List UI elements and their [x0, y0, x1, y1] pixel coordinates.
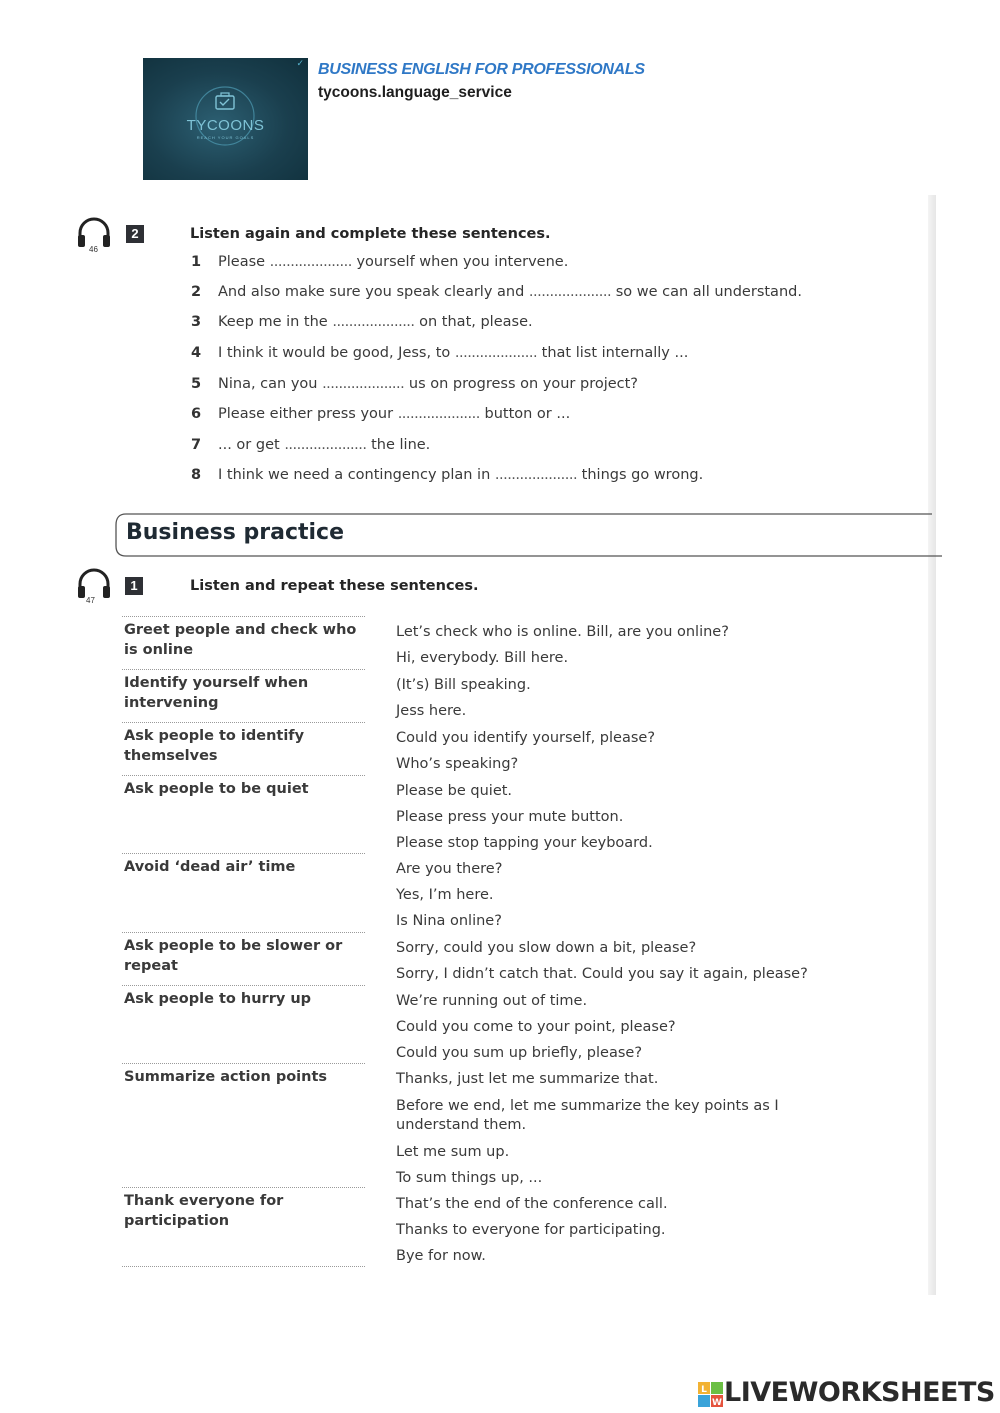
row-divider: [122, 669, 365, 670]
answer-gap[interactable]: ....................: [494, 467, 578, 483]
sentence-text-after: that list internally ...: [537, 345, 689, 361]
sentence-number: 3: [191, 314, 202, 330]
sentence-number: 5: [191, 376, 202, 392]
row-divider: [122, 722, 365, 723]
exercise-instruction: Listen again and complete these sentences.: [190, 226, 551, 242]
answer-gap[interactable]: ....................: [269, 254, 352, 270]
logo-tagline: REACH YOUR GOALS: [196, 135, 255, 140]
row-divider: [122, 853, 365, 854]
answer-gap[interactable]: ....................: [397, 406, 480, 422]
function-label: Ask people to be quiet: [124, 781, 309, 797]
row-divider: [122, 932, 365, 933]
sentence-item: [191, 437, 430, 453]
corner-check-icon: ✓: [296, 59, 304, 69]
sentence-text-after: so we can all understand.: [611, 284, 802, 300]
exercise-number: 2: [126, 225, 144, 243]
sentence-text-before: Nina, can you: [218, 376, 323, 392]
function-label: Ask people to hurry up: [124, 991, 312, 1007]
liveworksheets-brand: LIVEWORKSHEETS: [724, 1377, 995, 1408]
sentence-text-before: I think it would be good, Jess, to: [218, 345, 455, 361]
example-phrase: That’s the end of the conference call.: [396, 1196, 668, 1212]
liveworksheets-icon-letter: L: [701, 1385, 707, 1395]
example-phrase: Jess here.: [396, 703, 467, 719]
function-label: Summarize action points: [124, 1069, 328, 1085]
row-divider: [122, 775, 365, 776]
brand-subtitle: tycoons.language_service: [318, 84, 512, 101]
sentence-text-before: Please either press your: [218, 406, 398, 422]
row-divider: [122, 1266, 365, 1267]
row-divider: [122, 985, 365, 986]
row-divider: [122, 1063, 365, 1064]
function-label: Avoid ‘dead air’ time: [124, 859, 296, 875]
example-phrase: (It’s) Bill speaking.: [396, 677, 531, 693]
tycoons-logo: [143, 58, 308, 180]
sentence-number: 7: [191, 437, 202, 453]
example-phrase: Hi, everybody. Bill here.: [396, 650, 569, 666]
page-edge-shadow: [928, 195, 936, 1295]
sentence-text-before: Please: [218, 254, 270, 270]
example-phrase: Yes, I’m here.: [396, 887, 494, 903]
example-phrase: Sorry, I didn’t catch that. Could you say it again, please?: [396, 966, 808, 982]
sentence-item: [191, 254, 568, 270]
brand-title: BUSINESS ENGLISH FOR PROFESSIONALS: [318, 61, 645, 78]
sentence-text-before: Keep me in the: [218, 314, 333, 330]
sentence-number: 1: [191, 254, 202, 270]
example-phrase: Please stop tapping your keyboard.: [396, 835, 653, 851]
example-phrase: Could you sum up briefly, please?: [396, 1045, 643, 1061]
example-phrase: Sorry, could you slow down a bit, please?: [396, 940, 697, 956]
example-phrase: Could you identify yourself, please?: [396, 730, 656, 746]
answer-gap[interactable]: ....................: [454, 345, 538, 361]
liveworksheets-icon: [698, 1380, 724, 1410]
function-label: Ask people to identify themselves: [124, 728, 305, 764]
exercise-instruction: Listen and repeat these sentences.: [190, 578, 479, 594]
answer-gap[interactable]: ....................: [528, 284, 612, 300]
answer-gap[interactable]: ....................: [332, 314, 415, 330]
example-phrase: Is Nina online?: [396, 913, 502, 929]
example-phrase: Are you there?: [396, 861, 503, 877]
example-phrase: Let’s check who is online. Bill, are you online?: [396, 624, 729, 640]
function-label: Identify yourself when intervening: [124, 675, 309, 711]
row-divider: [122, 1187, 365, 1188]
sentence-number: 6: [191, 406, 202, 422]
sentence-text-before: ... or get: [218, 437, 285, 453]
example-phrase: We’re running out of time.: [396, 993, 588, 1009]
sentence-number: 4: [191, 345, 202, 361]
sentence-text-before: And also make sure you speak clearly and: [218, 284, 529, 300]
sentence-number: 2: [191, 284, 202, 300]
example-phrase: Bye for now.: [396, 1248, 486, 1264]
sentence-item: [191, 406, 570, 422]
example-phrase: Please be quiet.: [396, 783, 513, 799]
sentence-item: [191, 345, 688, 361]
example-phrase: To sum things up, ...: [396, 1170, 543, 1186]
track-number: 46: [89, 245, 98, 254]
sentence-item: [191, 314, 533, 330]
example-phrase: Before we end, let me summarize the key points as I understand them.: [396, 1098, 779, 1133]
sentence-text-after: on that, please.: [414, 314, 533, 330]
sentence-number: 8: [191, 467, 202, 483]
section-title: Business practice: [126, 520, 345, 545]
sentence-text-after: button or ...: [479, 406, 571, 422]
example-phrase: Thanks to everyone for participating.: [396, 1222, 666, 1238]
example-phrase: Please press your mute button.: [396, 809, 624, 825]
example-phrase: Could you come to your point, please?: [396, 1019, 676, 1035]
function-label: Greet people and check who is online: [124, 622, 357, 658]
example-phrase: Who’s speaking?: [396, 756, 519, 772]
sentence-item: [191, 284, 802, 300]
sentence-text-before: I think we need a contingency plan in: [218, 467, 495, 483]
liveworksheets-icon-letter: W: [712, 1398, 722, 1408]
answer-gap[interactable]: ....................: [284, 437, 367, 453]
function-label: Ask people to be slower or repeat: [124, 938, 343, 974]
sentence-text-after: yourself when you intervene.: [351, 254, 569, 270]
sentence-text-after: things go wrong.: [577, 467, 704, 483]
example-phrase: Let me sum up.: [396, 1144, 510, 1160]
sentence-text-after: us on progress on your project?: [404, 376, 639, 392]
answer-gap[interactable]: ....................: [322, 376, 405, 392]
sentence-text-after: the line.: [366, 437, 431, 453]
track-number: 47: [86, 596, 95, 605]
exercise-number: 1: [125, 577, 143, 595]
row-divider: [122, 616, 365, 617]
function-label: Thank everyone for participation: [124, 1193, 284, 1229]
sentence-item: [191, 376, 638, 392]
sentence-item: [191, 467, 703, 483]
logo-text: TYCOONS: [186, 117, 265, 134]
example-phrase: Thanks, just let me summarize that.: [396, 1071, 659, 1087]
